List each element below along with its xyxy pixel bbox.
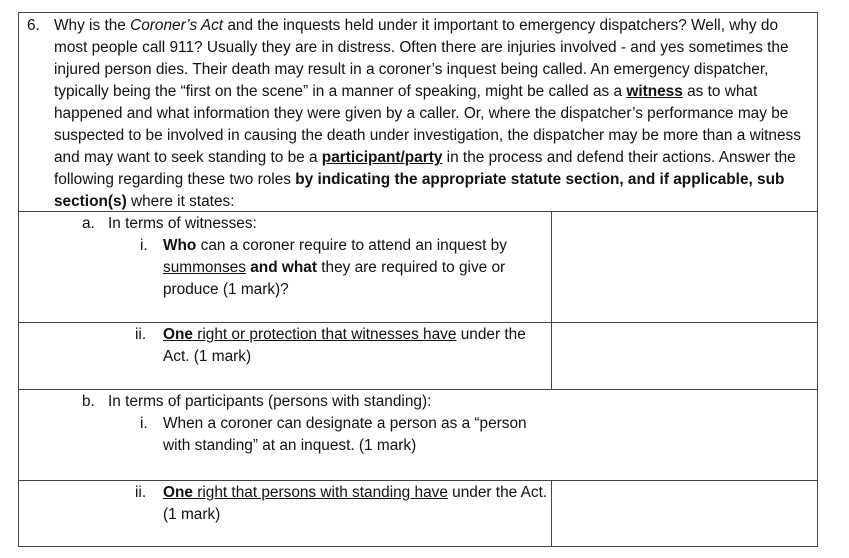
summonses-term: summonses (163, 259, 246, 276)
part-b-heading: In terms of participants (persons with standing): (108, 393, 432, 410)
part-a-ii-label: ii. (135, 326, 147, 343)
part-b-i-label: i. (140, 415, 148, 432)
question-number: 6. (27, 17, 40, 34)
act-name: Coroner’s Act (130, 17, 224, 34)
answer-table (18, 211, 818, 547)
question-seg4: in the process and defend their actions. Answer the following regarding these two roles (54, 149, 796, 188)
part-a-i-label: i. (140, 237, 148, 254)
question-text (54, 15, 814, 213)
question-seg1: Why is the (54, 17, 131, 34)
part-a-i-text (163, 235, 548, 301)
part-a-ii-rest: under the Act. (1 mark) (163, 326, 526, 365)
part-a-ii-text (163, 324, 548, 368)
one-term-b: One (163, 484, 193, 501)
question-seg2: and the inquests held under it important to emergency dispatchers? Well, why do most people call 911? Usually they are in distress. Often there are injuries involved - and yes sometimes the injured person dies. Their death may result in a coroner’s inquest being called. An emergency dispatcher, typically being the “first on the scene” in a manner of speaking, might be called as a (54, 17, 789, 100)
answer-cell-b-ii[interactable] (552, 481, 817, 546)
participant-term: participant/party (321, 149, 443, 166)
question-seg3: as to what happened and what information they were given by a caller. Or, where the dispatcher’s performance may be suspected to be involved in causing the death under investigation, the dispatcher may be more than a witness and may want to seek standing to be a (54, 83, 801, 166)
answer-cell-a-i[interactable] (552, 212, 817, 322)
part-b-ii-rest: under the Act. (1 mark) (163, 484, 548, 523)
one-term: One (163, 326, 193, 343)
part-b-i-text: When a coroner can designate a person as a “person with standing” at an inquest. (1 mark) (163, 415, 527, 454)
part-a-ii-underlined: right or protection that witnesses have (192, 326, 457, 343)
question-seg5: where it states: (126, 193, 235, 210)
answer-cell-b-i[interactable] (19, 390, 817, 480)
part-b-ii-label: ii. (135, 484, 147, 501)
part-a-label: a. (82, 215, 95, 232)
who-term: Who (163, 237, 197, 254)
answer-cell-a-ii[interactable] (552, 323, 817, 389)
bold-instruction: by indicating the appropriate statute section, and if applicable, sub section(s) (54, 171, 785, 210)
part-a-heading: In terms of witnesses: (108, 215, 257, 232)
witness-term: witness (626, 83, 683, 100)
part-b-label: b. (82, 393, 95, 410)
part-a-i-text1: can a coroner require to attend an inquest by (196, 237, 507, 254)
part-b-ii-underlined: right that persons with standing have (192, 484, 448, 501)
part-a-i-text2: they are required to give or produce (1 mark)? (163, 259, 506, 298)
part-b-ii-text (163, 482, 548, 526)
question-box (18, 12, 818, 211)
and-what-term: and what (245, 259, 317, 276)
